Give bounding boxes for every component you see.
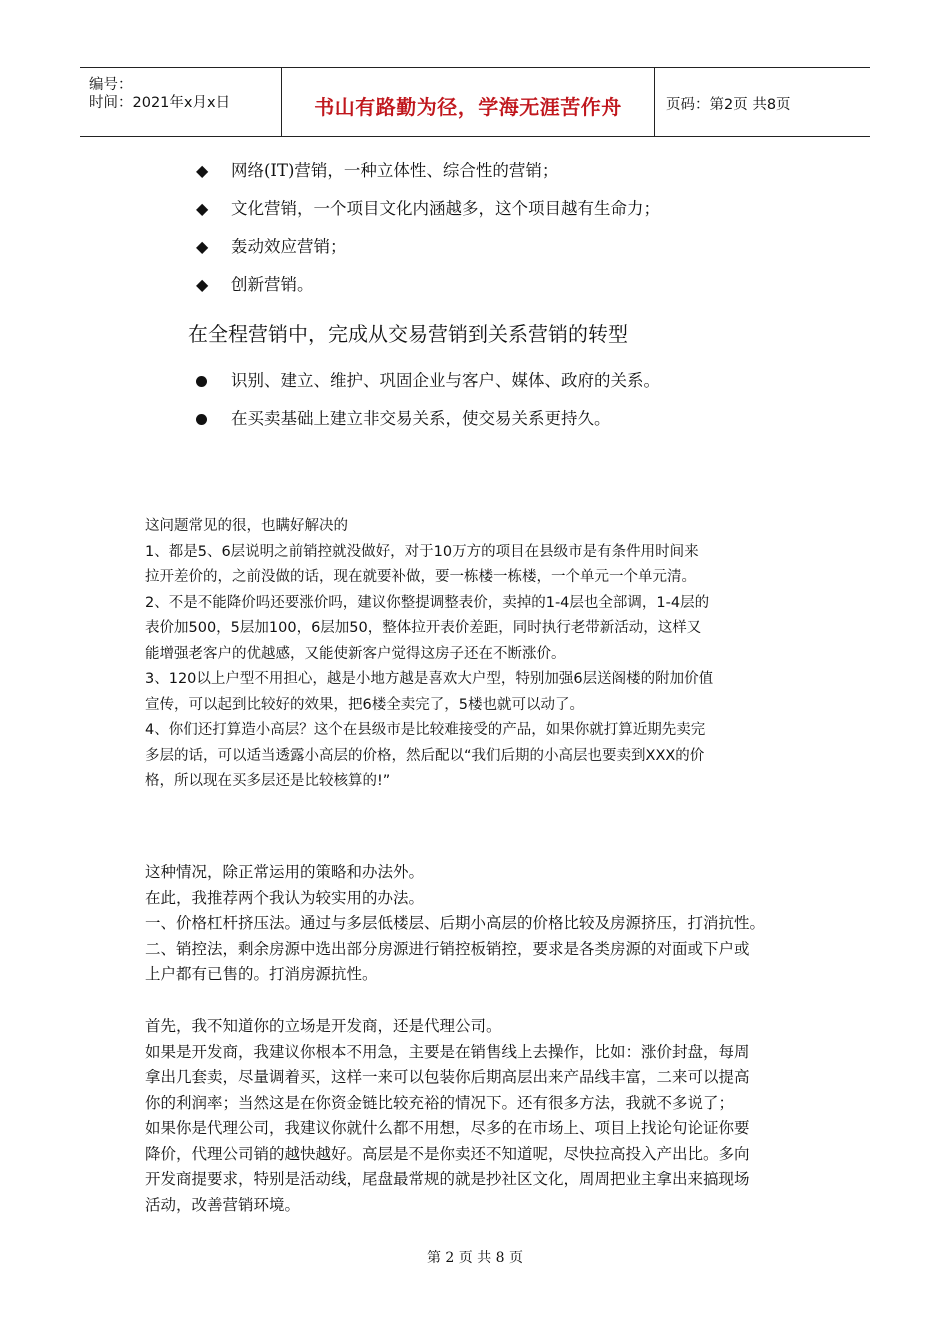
text-line: 1、都是5、6层说明之前销控就没做好，对于10万方的项目在县级市是有条件用时间来 <box>145 543 699 560</box>
text-line: 开发商提要求，特别是活动线，尾盘最常规的就是抄社区文化，周周把业主拿出来搞现场 <box>145 1170 750 1188</box>
diamond-bullet-icon: ◆ <box>196 161 209 180</box>
diamond-bullet-icon: ◆ <box>196 199 209 218</box>
diamond-bullet-icon: ◆ <box>196 237 209 256</box>
text-line: 二、销控法，剩余房源中选出部分房源进行销控板销控，要求是各类房源的对面或下户或 <box>145 939 750 958</box>
text-line: 上户都有已售的。打消房源抗性。 <box>145 965 378 983</box>
answer-paragraph-2 <box>145 860 825 988</box>
text-line: 表价加500，5层加100，6层加50，整体拉开表价差距，同时执行老带新活动，这样又 <box>145 620 702 636</box>
text-line: 格，所以现在买多层还是比较核算的!” <box>145 773 391 789</box>
section-heading: 在全程营销中，完成从交易营销到关系营销的转型 <box>188 322 628 346</box>
text-line: 2、不是不能降价吗还要涨价吗，建议你整提调整表价，卖掉的1-4层也全部调，1-4层的 <box>145 594 710 611</box>
header-motto-cell <box>282 68 655 136</box>
answer-paragraph-3 <box>145 1014 825 1218</box>
text-line: 多层的话，可以适当透露小高层的价格，然后配以“我们后期的小高层也要卖到XXX的价 <box>145 747 705 764</box>
text-line: 在此，我推荐两个我认为较实用的办法。 <box>145 888 425 907</box>
text-line: 这问题常见的很，也瞒好解决的 <box>145 518 348 534</box>
text-line: 活动，改善营销环境。 <box>145 1195 301 1214</box>
text-line: 你的利润率；当然这是在你资金链比较充裕的情况下。还有很多方法，我就不多说了； <box>145 1093 735 1112</box>
header-page-cell <box>656 68 870 136</box>
text-line: 宣传，可以起到比较好的效果，把6楼全卖完了，5楼也就可以动了。 <box>145 696 584 713</box>
answer-paragraph-1 <box>145 514 825 795</box>
text-line: 如果是开发商，我建议你根本不用急，主要是在销售线上去操作，比如：涨价封盘，每周 <box>145 1042 750 1061</box>
page-label: 页码：第2页 共8页 <box>666 97 791 113</box>
text-line: 4、你们还打算造小高层？这个在县级市是比较难接受的产品，如果你就打算近期先卖完 <box>145 722 706 738</box>
header-info-cell <box>80 68 282 136</box>
header-table <box>80 67 870 137</box>
diamond-bullet-icon: ◆ <box>196 275 209 294</box>
text-line: 拉开差价的，之前没做的话，现在就要补做，要一栋楼一栋楼，一个单元一个单元清。 <box>145 569 696 585</box>
text-line: 一、价格杠杆挤压法。通过与多层低楼层、后期小高层的价格比较及房源挤压，打消抗性。 <box>145 914 766 932</box>
text-line: 3、120以上户型不用担心，越是小地方越是喜欢大户型，特别加强6层送阁楼的附加价值 <box>145 671 714 687</box>
text-line: 拿出几套卖，尽量调着买，这样一来可以包装你后期高层出来产品线丰富，二来可以提高 <box>145 1068 750 1086</box>
number-label: 编号： <box>89 77 133 93</box>
text-line: 能增强老客户的优越感，又能使新客户觉得这房子还在不断涨价。 <box>145 645 566 662</box>
dot-bullet-icon <box>196 408 216 431</box>
text-line: 如果你是代理公司，我建议你就什么都不用想，尽多的在市场上、项目上找论句论证你要 <box>145 1119 750 1137</box>
text-line: 这种情况，除正常运用的策略和办法外。 <box>145 863 425 881</box>
motto: 书山有路勤为径，学海无涯苦作舟 <box>314 95 622 119</box>
text-line: 首先，我不知道你的立场是开发商，还是代理公司。 <box>145 1017 502 1035</box>
page-footer: 第 2 页 共 8 页 <box>426 1250 524 1266</box>
dot-bullet-icon <box>196 370 216 393</box>
text-line: 降价，代理公司销的越快越好。高层是不是你卖还不知道呢，尽快拉高投入产出比。多向 <box>145 1144 750 1163</box>
time-label: 时间：2021年x月x日 <box>89 95 231 111</box>
